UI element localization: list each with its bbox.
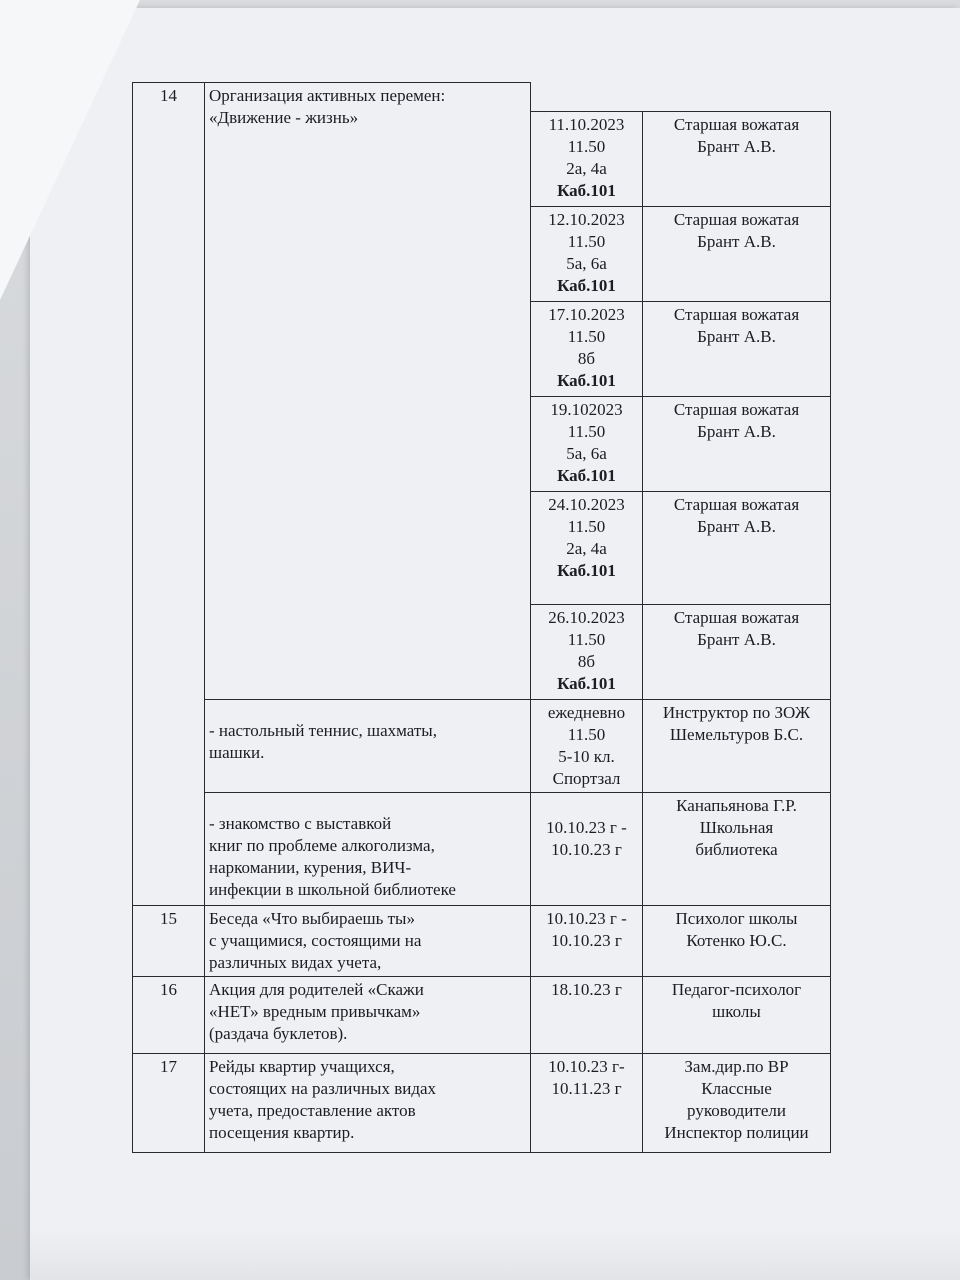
session-time: 11.50 [567, 137, 606, 157]
session-room: Каб.101 [557, 465, 616, 485]
session-date-cell [531, 605, 643, 700]
event-text-line: (раздача буклетов). [209, 1024, 348, 1043]
session-date: 11.10.2023 [548, 115, 625, 135]
responsible-line: Психолог школы [675, 909, 798, 928]
events-table [132, 82, 831, 1153]
blank-cell [531, 83, 831, 112]
table-row-16 [133, 977, 831, 1054]
table-row [133, 793, 831, 906]
responsible-cell [643, 301, 831, 396]
session-date-cell [531, 207, 643, 302]
event-text-line: - знакомство с выставкой [209, 814, 392, 833]
event-title-line: Организация активных перемен: [209, 86, 446, 105]
session-date: ежедневно [547, 703, 626, 722]
event-title-cell [205, 83, 531, 700]
session-room: Спортзал [552, 769, 621, 788]
session-date: 17.10.2023 [548, 304, 625, 324]
session-date-cell [531, 112, 643, 207]
session-date: 26.10.2023 [548, 608, 625, 628]
session-classes: 8б [577, 652, 596, 672]
responsible-cell [643, 207, 831, 302]
session-time: 11.50 [567, 421, 606, 441]
date-line: 10.10.23 г [551, 840, 622, 859]
event-text-line: Рейды квартир учащихся, [209, 1057, 395, 1076]
responsible-name: Брант А.В. [697, 516, 776, 536]
responsible-name: Брант А.В. [697, 630, 776, 650]
responsible-name: Шемельтуров Б.С. [669, 725, 804, 744]
session-date: 12.10.2023 [548, 210, 625, 229]
responsible-cell [643, 977, 831, 1054]
event-text-cell [205, 906, 531, 977]
event-text-line: шашки. [209, 743, 265, 762]
responsible-name: Брант А.В. [697, 137, 776, 157]
responsible-cell [643, 605, 831, 700]
responsible-cell [643, 1054, 831, 1153]
date-line: 10.10.23 г [551, 931, 622, 950]
event-text-line: различных видах учета, [209, 953, 382, 972]
session-room: Каб.101 [557, 276, 616, 295]
responsible-line: школы [712, 1002, 761, 1021]
session-time: 11.50 [567, 326, 606, 346]
event-text-line: инфекции в школьной библиотеке [209, 880, 456, 899]
responsible-role: Старшая вожатая [673, 210, 800, 229]
event-text-line: с учащимися, состоящими на [209, 931, 422, 950]
date-line: 18.10.23 г [551, 980, 622, 999]
session-date-cell [531, 793, 643, 906]
date-cell [531, 906, 643, 977]
responsible-name: Брант А.В. [697, 326, 776, 346]
row-number: 17 [133, 1054, 205, 1153]
table-row-15 [133, 906, 831, 977]
responsible-line: Школьная [699, 818, 774, 837]
event-text-line: Беседа «Что выбираешь ты» [209, 909, 415, 928]
responsible-line: Педагог-психолог [671, 980, 802, 999]
session-classes: 5-10 кл. [558, 747, 615, 766]
session-date-cell [531, 301, 643, 396]
responsible-cell [643, 491, 831, 604]
responsible-cell [643, 396, 831, 491]
session-room: Каб.101 [557, 674, 616, 694]
session-time: 11.50 [567, 232, 606, 251]
session-room: Каб.101 [557, 370, 616, 390]
table-row-17 [133, 1054, 831, 1153]
date-cell [531, 1054, 643, 1153]
responsible-role: Старшая вожатая [673, 115, 800, 135]
responsible-cell [643, 112, 831, 207]
row-number: 16 [133, 977, 205, 1054]
responsible-line: библиотека [695, 840, 778, 859]
responsible-line: Зам.дир.по ВР [684, 1057, 789, 1076]
responsible-line: Инспектор полиции [664, 1123, 809, 1142]
date-cell [531, 977, 643, 1054]
session-date-cell [531, 491, 643, 604]
event-text-line: состоящих на различных видах [209, 1079, 437, 1098]
responsible-cell [643, 906, 831, 977]
event-text-cell [205, 1054, 531, 1153]
session-classes: 5а, 6а [566, 443, 607, 463]
date-line: 10.11.23 г [551, 1079, 622, 1098]
event-text-cell [205, 793, 531, 906]
responsible-line: Котенко Ю.С. [686, 931, 787, 950]
session-classes: 5а, 6а [566, 254, 607, 273]
session-classes: 8б [577, 348, 596, 368]
event-text-line: - настольный теннис, шахматы, [209, 721, 437, 740]
responsible-cell [643, 793, 831, 906]
event-text-line: книг по проблеме алкоголизма, [209, 836, 435, 855]
responsible-role: Старшая вожатая [673, 399, 800, 419]
session-date: 19.102023 [550, 399, 623, 419]
responsible-line: Классные [701, 1079, 772, 1098]
responsible-name: Брант А.В. [697, 421, 776, 441]
event-text-cell [205, 977, 531, 1054]
event-text-line: наркомании, курения, ВИЧ- [209, 858, 412, 877]
session-classes: 2а, 4а [566, 159, 607, 179]
session-date-cell [531, 396, 643, 491]
responsible-role: Инструктор по ЗОЖ [662, 703, 811, 722]
row-number: 15 [133, 906, 205, 977]
session-room: Каб.101 [557, 560, 616, 580]
session-classes: 2а, 4а [566, 538, 607, 558]
date-line: 10.10.23 г- [548, 1057, 625, 1076]
event-title-line: «Движение - жизнь» [209, 108, 359, 127]
page-bottom-shade [30, 1230, 960, 1280]
session-room: Каб.101 [557, 181, 616, 201]
session-time: 11.50 [567, 630, 606, 650]
row-number: 14 [133, 83, 205, 906]
session-time: 11.50 [567, 725, 606, 744]
event-text-line: Акция для родителей «Скажи [209, 980, 424, 999]
event-text-cell [205, 700, 531, 793]
session-date: 24.10.2023 [548, 494, 625, 514]
table-row [133, 700, 831, 793]
date-line: 10.10.23 г - [546, 909, 627, 928]
event-text-line: посещения квартир. [209, 1123, 355, 1142]
table-row-14-title [133, 83, 831, 112]
responsible-name: Брант А.В. [697, 232, 776, 251]
event-text-line: «НЕТ» вредным привычкам» [209, 1002, 421, 1021]
responsible-line: руководители [687, 1101, 786, 1120]
date-line: 10.10.23 г - [546, 818, 627, 837]
responsible-role: Старшая вожатая [673, 608, 800, 628]
responsible-cell [643, 700, 831, 793]
responsible-role: Старшая вожатая [673, 304, 800, 324]
responsible-line: Канапьянова Г.Р. [676, 796, 797, 815]
session-date-cell [531, 700, 643, 793]
responsible-role: Старшая вожатая [673, 494, 800, 514]
event-text-line: учета, предоставление актов [209, 1101, 416, 1120]
session-time: 11.50 [567, 516, 606, 536]
